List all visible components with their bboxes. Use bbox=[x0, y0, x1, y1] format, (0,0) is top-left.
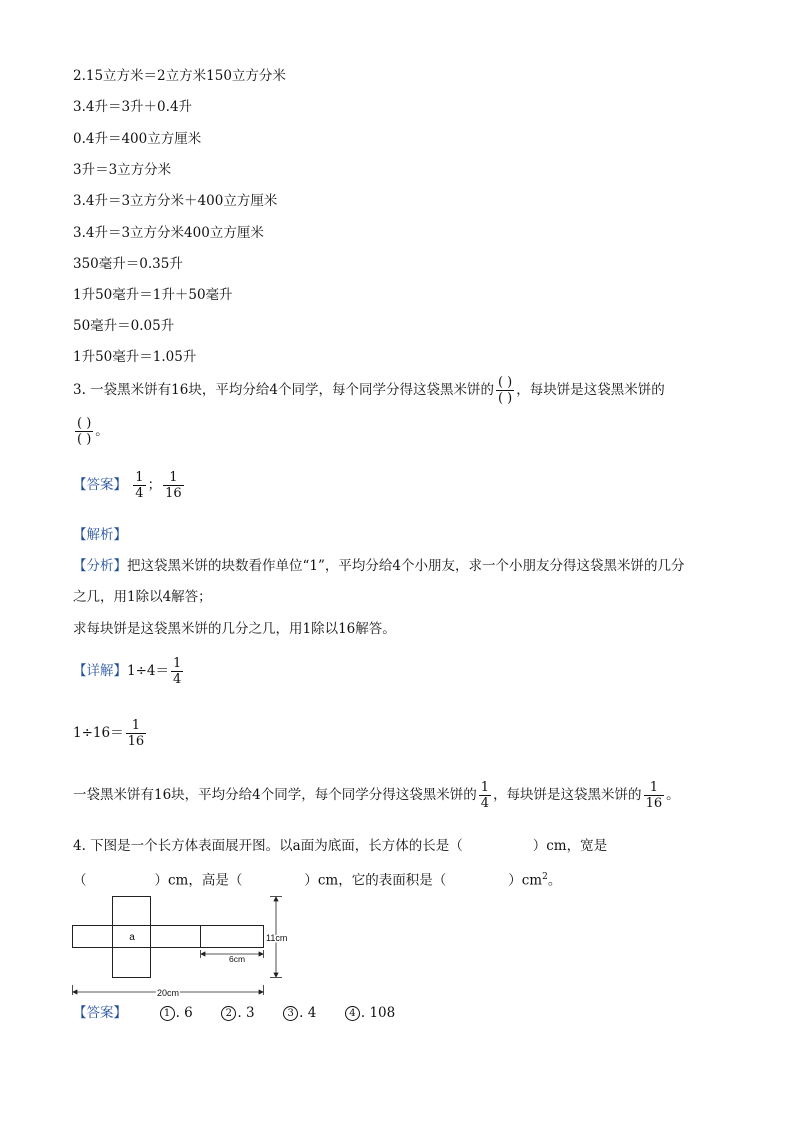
numerator: 1 bbox=[135, 470, 144, 485]
detail-fraction-1 bbox=[171, 656, 183, 687]
conclusion-line bbox=[73, 780, 680, 811]
denominator: 16 bbox=[165, 486, 182, 501]
conclusion-fraction-2 bbox=[644, 780, 665, 811]
q3-question-line bbox=[73, 375, 665, 406]
net-middle-strip bbox=[73, 926, 264, 948]
q3-question-line-2 bbox=[73, 416, 109, 447]
analysis-line-2: 之几，用1除以4解答； bbox=[73, 589, 212, 605]
q3-blank-fraction-1 bbox=[496, 375, 514, 406]
answer-item-2 bbox=[221, 1005, 254, 1021]
analysis-label: 【解析】 bbox=[73, 527, 127, 543]
denominator: 16 bbox=[645, 796, 663, 811]
conclusion-text-1: 一袋黑米饼有16块，平均分给4个同学，每个同学分得这袋黑米饼的 bbox=[73, 787, 477, 803]
numerator: 1 bbox=[173, 656, 182, 671]
circled-number: 2 bbox=[221, 1006, 236, 1021]
answer-separator: ； bbox=[147, 477, 162, 493]
numerator: 1 bbox=[480, 780, 490, 795]
conversion-line-10: 1升50毫升＝1.05升 bbox=[73, 349, 197, 365]
q4-text-2-end: 。 bbox=[547, 872, 562, 889]
circled-number: 4 bbox=[345, 1006, 360, 1021]
analysis-tag: 【分析】 bbox=[73, 558, 127, 574]
net-top-face bbox=[113, 897, 151, 926]
q3-question-text-1: 3. 一袋黑米饼有16块，平均分给4个同学，每个同学分得这袋黑米饼的 bbox=[73, 382, 494, 398]
q4-question-line-1 bbox=[73, 837, 607, 855]
conversion-line-2: 3.4升＝3升＋0.4升 bbox=[73, 99, 193, 115]
answer-label: 【答案】 bbox=[73, 1005, 127, 1021]
net-bottom-face bbox=[113, 948, 151, 978]
q4-question-line-2 bbox=[73, 868, 561, 890]
denominator: 16 bbox=[127, 734, 145, 749]
q4-text-2c: ）cm，它的表面积是（ bbox=[304, 872, 447, 889]
answer-item-1 bbox=[160, 1005, 193, 1021]
dim-label-11cm: 11cm bbox=[266, 933, 288, 943]
denominator: 4 bbox=[173, 672, 182, 687]
blank-numerator: ( ) bbox=[497, 375, 513, 390]
q3-question-text-2: ，每块饼是这袋黑米饼的 bbox=[516, 382, 665, 398]
answer-label: 【答案】 bbox=[73, 477, 127, 493]
detail-line-2 bbox=[73, 718, 148, 749]
answer-item-3 bbox=[283, 1005, 316, 1021]
face-label-a: a bbox=[129, 932, 135, 943]
dim-label-6cm: 6cm bbox=[228, 954, 246, 964]
q4-text-2d: ）cm bbox=[508, 872, 543, 889]
conversion-line-8: 1升50毫升＝1升＋50毫升 bbox=[73, 287, 233, 303]
numerator: 1 bbox=[644, 780, 665, 796]
q3-question-end: 。 bbox=[95, 423, 109, 439]
answer-fraction-2 bbox=[163, 470, 184, 501]
q4-answer-line bbox=[73, 1004, 395, 1022]
answer-value: . 3 bbox=[237, 1005, 255, 1021]
numerator: 1 bbox=[163, 470, 184, 486]
detail-line-1 bbox=[73, 656, 185, 687]
answer-fraction-1 bbox=[133, 470, 145, 501]
conclusion-text-2: ，每块饼是这袋黑米饼的 bbox=[493, 787, 642, 803]
unit-superscript: 2 bbox=[542, 872, 548, 882]
q4-text-1-end: ）cm，宽是 bbox=[532, 838, 608, 854]
conversion-line-9: 50毫升＝0.05升 bbox=[73, 318, 175, 334]
answer-value: . 6 bbox=[175, 1005, 193, 1021]
detail-eq-1: 1÷4＝ bbox=[127, 663, 169, 679]
detail-tag: 【详解】 bbox=[73, 663, 127, 679]
q3-answer-line bbox=[73, 470, 186, 501]
conversion-line-4: 3升＝3立方分米 bbox=[73, 162, 172, 178]
blank-numerator: ( ) bbox=[77, 416, 92, 431]
conclusion-fraction-1 bbox=[479, 780, 491, 811]
analysis-line-1 bbox=[73, 557, 684, 575]
conversion-line-7: 350毫升＝0.35升 bbox=[73, 256, 183, 272]
circled-number: 1 bbox=[160, 1006, 175, 1021]
conclusion-end: 。 bbox=[666, 787, 680, 803]
numerator: 1 bbox=[126, 718, 147, 734]
denominator: 4 bbox=[135, 486, 144, 501]
conversion-line-3: 0.4升＝400立方厘米 bbox=[73, 131, 202, 147]
denominator: 4 bbox=[480, 796, 490, 811]
q3-blank-fraction-2 bbox=[75, 416, 93, 447]
blank-denominator: ( ) bbox=[77, 432, 92, 447]
answer-item-4 bbox=[345, 1005, 395, 1021]
conversion-line-1: 2.15立方米＝2立方米150立方分米 bbox=[73, 68, 286, 84]
blank-denominator: ( ) bbox=[497, 391, 513, 406]
detail-fraction-2 bbox=[126, 718, 147, 749]
conversion-line-5: 3.4升＝3立方分米＋400立方厘米 bbox=[73, 193, 278, 209]
q4-text-2b: ）cm，高是（ bbox=[154, 872, 243, 889]
dim-label-20cm: 20cm bbox=[156, 988, 180, 998]
cuboid-net-figure bbox=[66, 888, 306, 1000]
circled-number: 3 bbox=[283, 1006, 298, 1021]
answer-value: . 4 bbox=[299, 1005, 317, 1021]
answer-value: . 108 bbox=[360, 1005, 396, 1021]
q4-text-1: 4. 下图是一个长方体表面展开图。以a面为底面，长方体的长是（ bbox=[73, 838, 463, 854]
q4-text-2a: （ bbox=[73, 872, 87, 889]
detail-eq-2: 1÷16＝ bbox=[73, 725, 124, 741]
conversion-line-6: 3.4升＝3立方分米400立方厘米 bbox=[73, 225, 264, 241]
analysis-line-3: 求每块饼是这袋黑米饼的几分之几，用1除以16解答。 bbox=[73, 621, 396, 637]
analysis-text-1: 把这袋黑米饼的块数看作单位“1”，平均分给4个小朋友，求一个小朋友分得这袋黑米饼的几分 bbox=[127, 558, 685, 574]
